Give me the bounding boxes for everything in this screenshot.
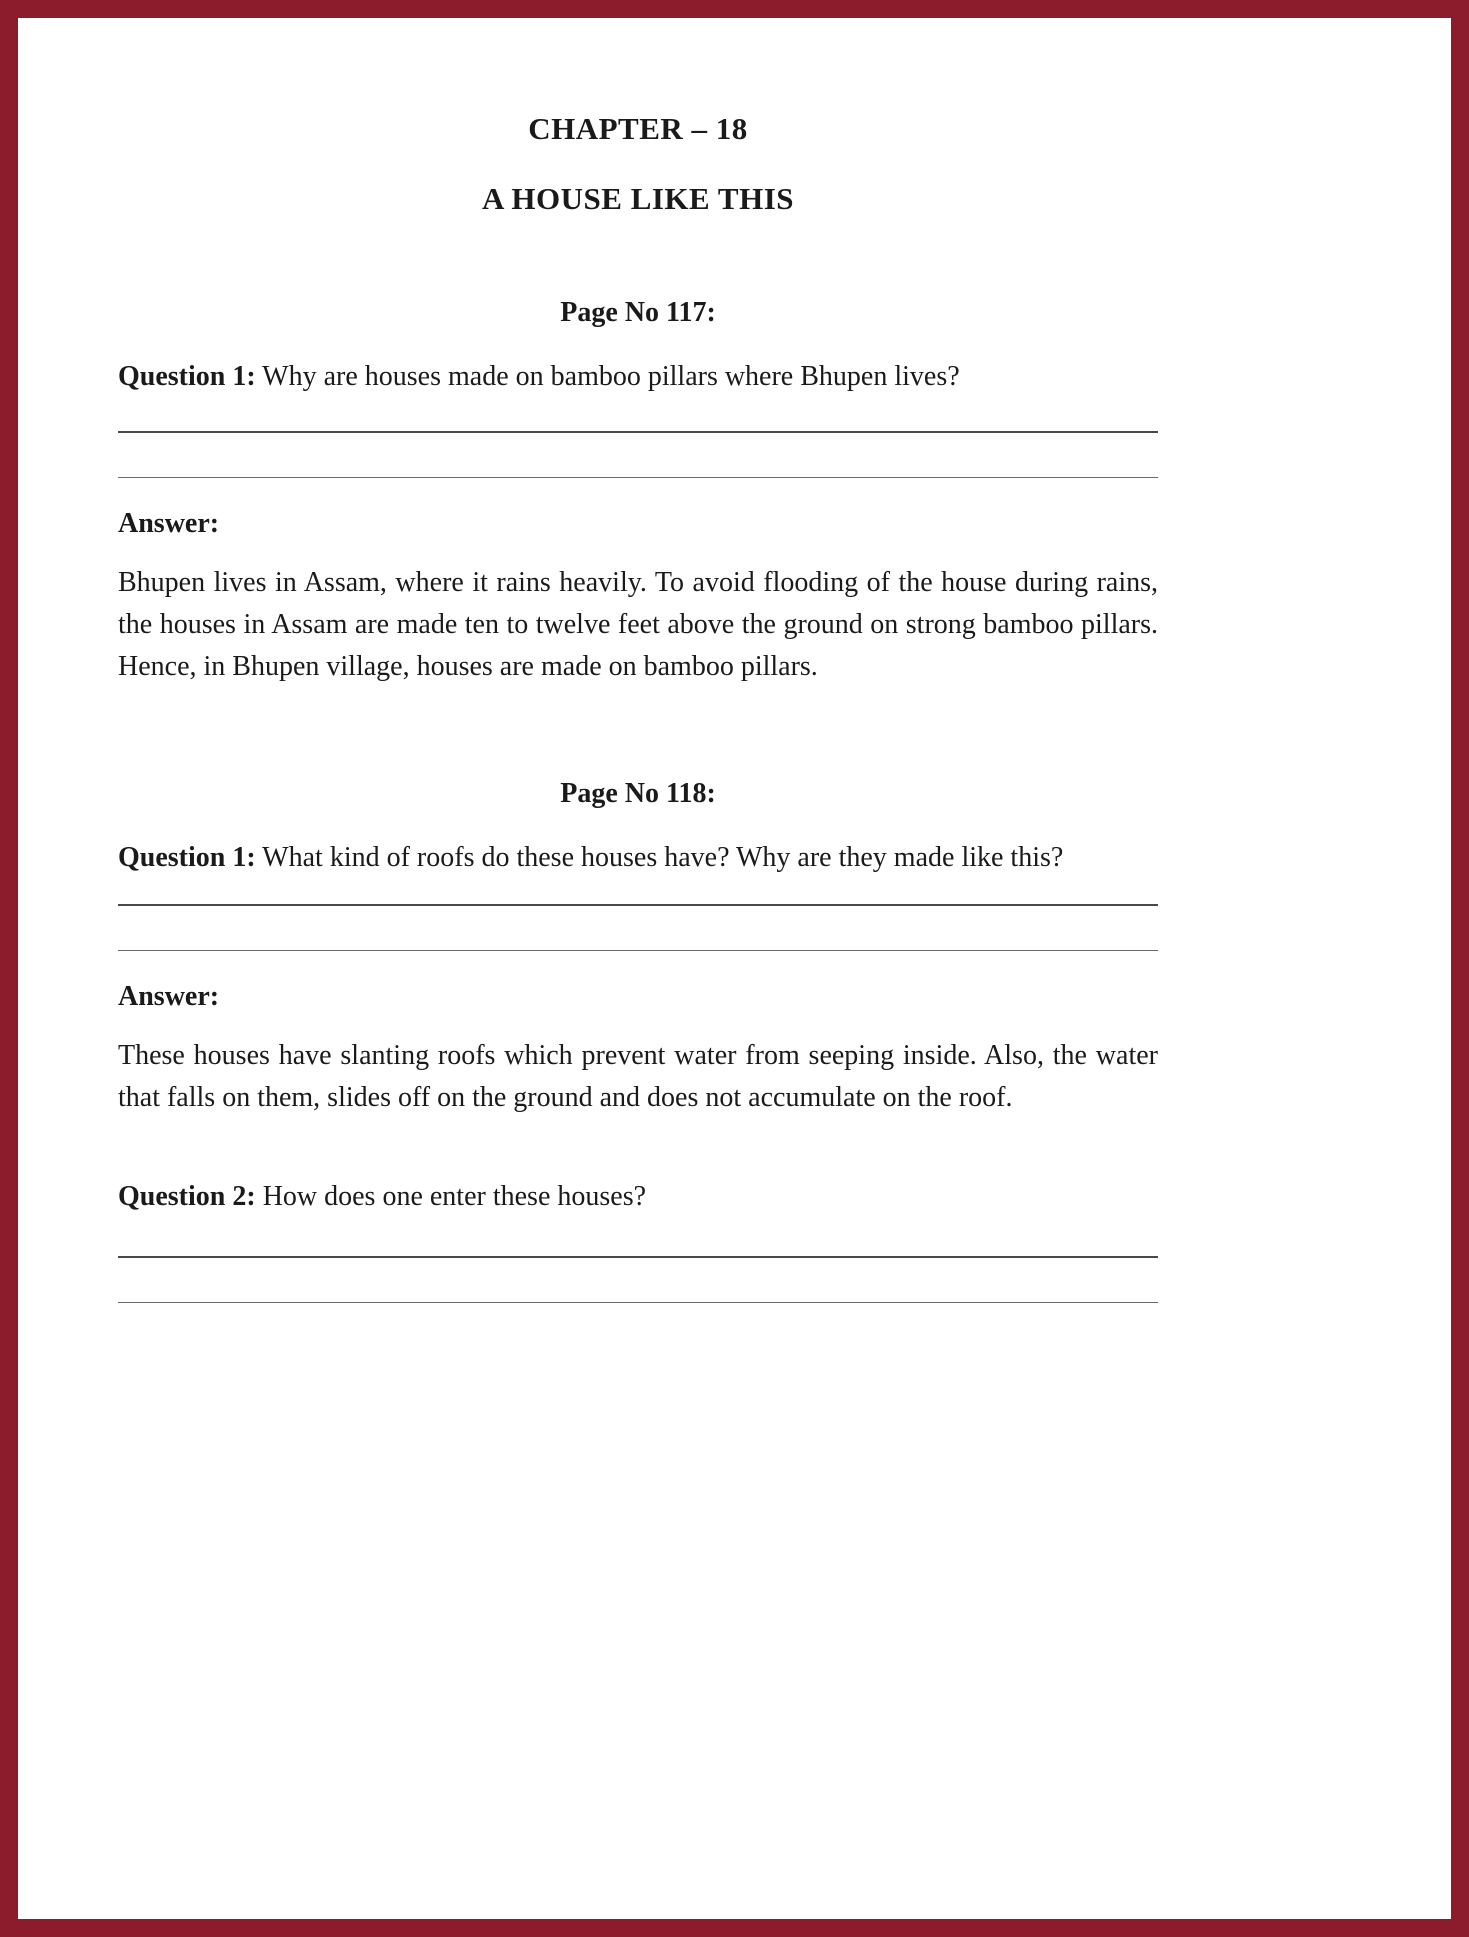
answer-label-117-1: Answer: [118, 507, 220, 539]
writing-rule-line[interactable] [118, 904, 1158, 906]
question-117-1-text: Why are houses made on bamboo pillars where Bhupen lives? [255, 361, 960, 392]
answer-lines-117-1 [118, 431, 1158, 478]
question-118-1-text: What kind of roofs do these houses have? Why are they made like this? [255, 841, 1064, 873]
writing-rule-line[interactable] [118, 1302, 1158, 1303]
writing-rule-line[interactable] [118, 431, 1158, 433]
document-sheet [26, 26, 1443, 1911]
document-content [118, 26, 1158, 1303]
page-heading-118: Page No 118: [560, 777, 716, 809]
question-118-2-text: How does one enter these houses? [255, 1180, 647, 1212]
question-118-1-label: Question 1: [118, 841, 256, 873]
answer-label-118-1: Answer: [118, 980, 220, 1012]
question-117-1-label: Question 1: [118, 361, 256, 392]
writing-rule-line[interactable] [118, 1256, 1158, 1258]
question-117-1 [118, 357, 1158, 397]
chapter-subtitle: A HOUSE LIKE THIS [481, 181, 795, 216]
answer-lines-118-2 [118, 1256, 1158, 1303]
writing-rule-line[interactable] [118, 477, 1158, 478]
page-heading-117: Page No 117: [560, 297, 716, 328]
answer-text-117-1: Bhupen lives in Assam, where it rains heavily. To avoid flooding of the house during rains, the houses in Assam are made ten to twelve feet above the ground on strong bamboo pillars. Hence, in Bhupen village, houses are made on bamboo pillars. [118, 566, 1158, 682]
answer-lines-118-1 [118, 904, 1158, 951]
writing-rule-line[interactable] [118, 950, 1158, 951]
chapter-title: CHAPTER – 18 [528, 111, 748, 146]
answer-text-118-1: These houses have slanting roofs which prevent water from seeping inside. Also, the water that falls on them, slides off on the ground and does not accumulate on the roof. [118, 1039, 1158, 1113]
question-118-1 [118, 838, 1158, 878]
question-118-2 [118, 1177, 1158, 1217]
question-118-2-label: Question 2: [118, 1180, 256, 1212]
